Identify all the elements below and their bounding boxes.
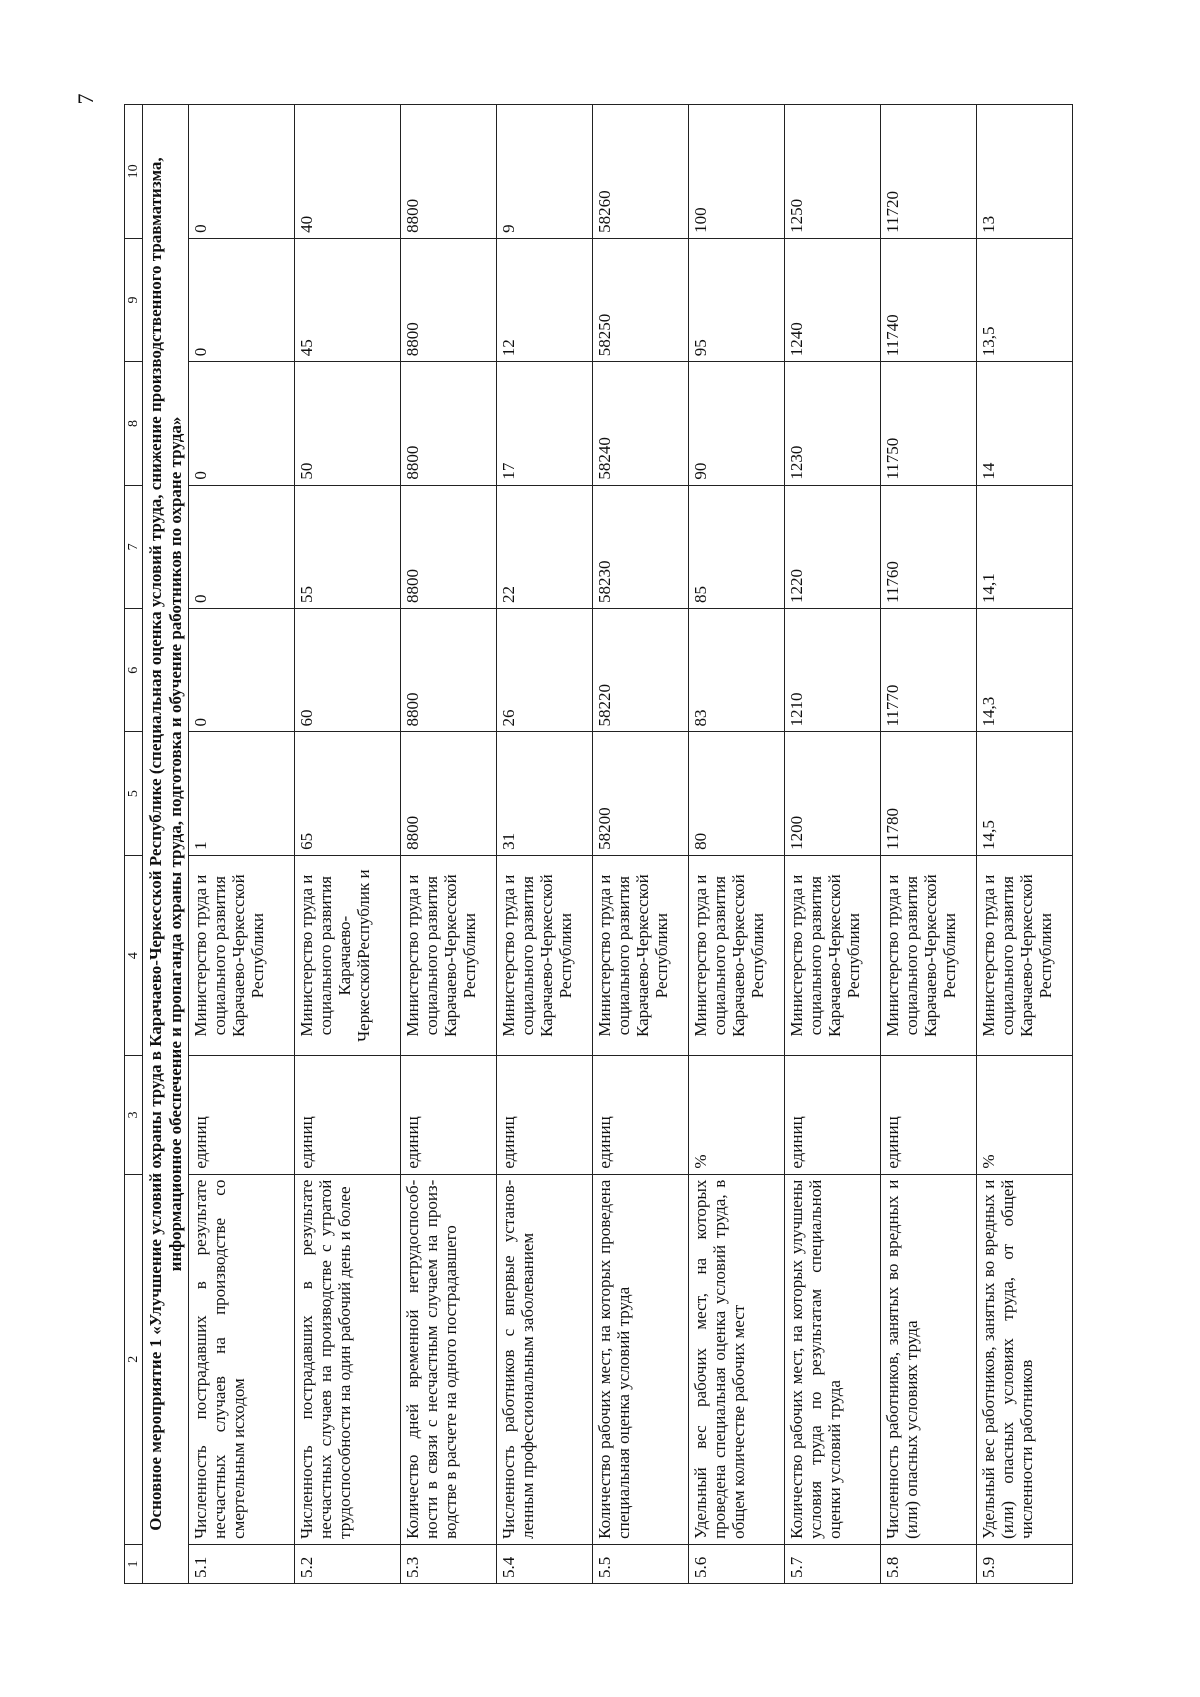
- column-number: 5: [125, 732, 143, 855]
- indicator-value: 1250: [785, 105, 881, 239]
- rotated-page-area: [124, 104, 1124, 1584]
- indicator-value: 8800: [401, 238, 497, 361]
- indicator-value: 11720: [881, 105, 977, 239]
- indicator-value: 9: [497, 105, 593, 239]
- indicator-name: Численность пострадавших в результате несчастных случаев на производстве со смертельным исходом: [189, 1174, 295, 1544]
- indicator-value: 8800: [401, 609, 497, 732]
- indicator-name: Количество рабочих мест, на которых проведена специальная оценка условий труда: [593, 1174, 689, 1544]
- table-row: [785, 105, 881, 1584]
- indicator-value: 8800: [401, 485, 497, 608]
- page-number: 7: [73, 93, 98, 105]
- indicator-value: 0: [189, 238, 295, 361]
- table-row: [689, 105, 785, 1584]
- indicator-value: 8800: [401, 732, 497, 855]
- table-row: [977, 105, 1073, 1584]
- row-number: 5.1: [189, 1544, 295, 1583]
- indicator-value: 11770: [881, 609, 977, 732]
- indicator-value: 11740: [881, 238, 977, 361]
- table-row: [881, 105, 977, 1584]
- indicator-name: Количество рабочих мест, на которых улучшены условия труда по результатам специальной оценки условий труда: [785, 1174, 881, 1544]
- indicator-value: 65: [295, 732, 401, 855]
- indicator-value: 8800: [401, 105, 497, 239]
- indicator-value: 14,3: [977, 609, 1073, 732]
- column-number: 6: [125, 609, 143, 732]
- row-number: 5.9: [977, 1544, 1073, 1583]
- row-number: 5.8: [881, 1544, 977, 1583]
- responsible-executor: Министерство труда и социального развития Карачаево-Черкесской Республики: [977, 855, 1073, 1056]
- row-number: 5.3: [401, 1544, 497, 1583]
- unit-of-measure: единиц: [881, 1056, 977, 1174]
- indicators-table: [124, 104, 1073, 1584]
- indicator-value: 1210: [785, 609, 881, 732]
- indicator-name: Численность пострадавших в результате несчастных случаев на производстве с утратой трудоспособности на один рабочий день и более: [295, 1174, 401, 1544]
- responsible-executor: Министерство труда и социального развития Карачаево-Черкесской Республики: [881, 855, 977, 1056]
- row-number: 5.7: [785, 1544, 881, 1583]
- column-number: 10: [125, 105, 143, 239]
- indicator-value: 1240: [785, 238, 881, 361]
- indicator-value: 0: [189, 362, 295, 485]
- column-number: 4: [125, 855, 143, 1056]
- unit-of-measure: единиц: [295, 1056, 401, 1174]
- indicator-value: 11780: [881, 732, 977, 855]
- indicator-value: 0: [189, 105, 295, 239]
- indicator-value: 40: [295, 105, 401, 239]
- column-number: 8: [125, 362, 143, 485]
- row-number: 5.6: [689, 1544, 785, 1583]
- column-number: 7: [125, 485, 143, 608]
- indicator-value: 17: [497, 362, 593, 485]
- unit-of-measure: единиц: [785, 1056, 881, 1174]
- indicator-value: 58250: [593, 238, 689, 361]
- column-number-row: [125, 105, 143, 1584]
- row-number: 5.2: [295, 1544, 401, 1583]
- indicator-name: Удельный вес работников, занятых во вредных и (или) опасных условиях труда, от общей численности работников: [977, 1174, 1073, 1544]
- indicator-value: 50: [295, 362, 401, 485]
- indicator-value: 31: [497, 732, 593, 855]
- table-row: [497, 105, 593, 1584]
- unit-of-measure: %: [689, 1056, 785, 1174]
- table-row: [593, 105, 689, 1584]
- unit-of-measure: единиц: [497, 1056, 593, 1174]
- responsible-executor: Министерство труда и социального развития Карачаево-ЧеркесскойРеспублик и: [295, 855, 401, 1056]
- indicator-value: 85: [689, 485, 785, 608]
- indicator-value: 58260: [593, 105, 689, 239]
- indicator-name: Удельный вес рабочих мест, на которых проведена специальная оценка условий труда, в общем количестве рабочих мест: [689, 1174, 785, 1544]
- column-number: 1: [125, 1544, 143, 1583]
- row-number: 5.4: [497, 1544, 593, 1583]
- indicator-value: 55: [295, 485, 401, 608]
- indicator-value: 14,1: [977, 485, 1073, 608]
- indicator-value: 26: [497, 609, 593, 732]
- indicator-value: 58220: [593, 609, 689, 732]
- indicator-value: 11750: [881, 362, 977, 485]
- column-number: 3: [125, 1056, 143, 1174]
- indicator-value: 8800: [401, 362, 497, 485]
- indicator-value: 11760: [881, 485, 977, 608]
- column-number: 2: [125, 1174, 143, 1544]
- rotated-table-container: [124, 104, 1124, 1584]
- indicator-name: Количество дней временной нетрудоспособ-ности в связи с несчастным случаем на произ-водстве в расчете на одного пострадавшего: [401, 1174, 497, 1544]
- responsible-executor: Министерство труда и социального развития Карачаево-Черкесской Республики: [401, 855, 497, 1056]
- unit-of-measure: единиц: [401, 1056, 497, 1174]
- section-title: Основное мероприятие 1 «Улучшение условий охраны труда в Карачаево-Черкесской Республике (специальная оценка условий труда, снижение производственного травматизма, информационное обеспечение и пропаганда охраны труда, подготовка и обучение работников по охране труда»: [143, 105, 189, 1584]
- indicator-value: 100: [689, 105, 785, 239]
- responsible-executor: Министерство труда и социального развития Карачаево-Черкесской Республики: [689, 855, 785, 1056]
- indicator-value: 1: [189, 732, 295, 855]
- indicator-value: 58240: [593, 362, 689, 485]
- indicator-value: 45: [295, 238, 401, 361]
- row-number: 5.5: [593, 1544, 689, 1583]
- indicator-value: 90: [689, 362, 785, 485]
- indicator-value: 14: [977, 362, 1073, 485]
- responsible-executor: Министерство труда и социального развития Карачаево-Черкесской Республики: [189, 855, 295, 1056]
- indicator-value: 22: [497, 485, 593, 608]
- indicator-value: 80: [689, 732, 785, 855]
- table-row: [189, 105, 295, 1584]
- indicator-value: 60: [295, 609, 401, 732]
- indicator-value: 1200: [785, 732, 881, 855]
- indicator-name: Численность работников, занятых во вредных и (или) опасных условиях труда: [881, 1174, 977, 1544]
- table-row: [401, 105, 497, 1584]
- indicator-value: 58230: [593, 485, 689, 608]
- indicator-value: 1230: [785, 362, 881, 485]
- unit-of-measure: %: [977, 1056, 1073, 1174]
- column-number: 9: [125, 238, 143, 361]
- indicator-value: 12: [497, 238, 593, 361]
- responsible-executor: Министерство труда и социального развития Карачаево-Черкесской Республики: [785, 855, 881, 1056]
- indicator-value: 13,5: [977, 238, 1073, 361]
- indicator-value: 0: [189, 609, 295, 732]
- table-row: [295, 105, 401, 1584]
- indicator-value: 95: [689, 238, 785, 361]
- responsible-executor: Министерство труда и социального развития Карачаево-Черкесской Республики: [497, 855, 593, 1056]
- unit-of-measure: единиц: [189, 1056, 295, 1174]
- unit-of-measure: единиц: [593, 1056, 689, 1174]
- section-title-row: [143, 105, 189, 1584]
- indicator-value: 1220: [785, 485, 881, 608]
- indicator-value: 0: [189, 485, 295, 608]
- indicator-value: 83: [689, 609, 785, 732]
- indicator-value: 58200: [593, 732, 689, 855]
- indicator-value: 13: [977, 105, 1073, 239]
- indicator-value: 14,5: [977, 732, 1073, 855]
- responsible-executor: Министерство труда и социального развития Карачаево-Черкесской Республики: [593, 855, 689, 1056]
- indicator-name: Численность работников с впервые установ-ленным профессиональным заболеванием: [497, 1174, 593, 1544]
